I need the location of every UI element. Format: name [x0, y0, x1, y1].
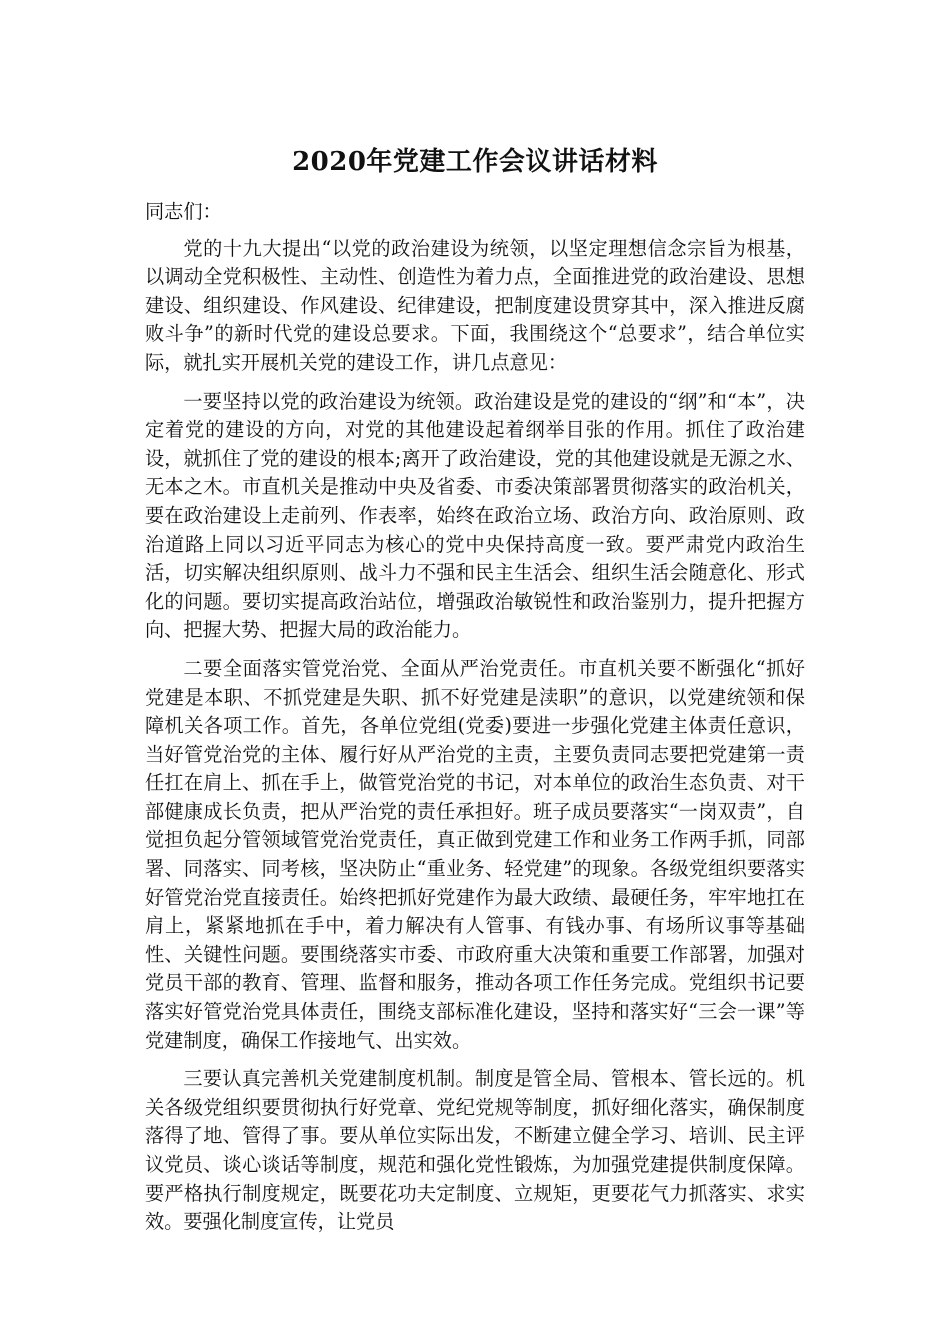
paragraph-intro: 党的十九大提出“以党的政治建设为统领，以坚定理想信念宗旨为根基，以调动全党积极性、主动性、创造性为着力点，全面推进党的政治建设、思想建设、组织建设、作风建设、纪律建设，把制度建设贯穿其中，深入推进反腐败斗争”的新时代党的建设总要求。下面，我围绕这个“总要求”，结合单位实际，就扎实开展机关党的建设工作，讲几点意见： — [145, 236, 805, 374]
paragraph-political-building: 一要坚持以党的政治建设为统领。政治建设是党的建设的“纲”和“本”，决定着党的建设的方向，对党的其他建设起着纲举目张的作用。抓住了政治建设，就抓住了党的建设的根本;离开了政治建设，党的其他建设就是无源之水、无本之木。市直机关是推动中央及省委、市委决策部署贯彻落实的政治机关，要在政治建设上走前列、作表率，始终在政治立场、政治方向、政治原则、政治道路上同以习近平同志为核心的党中央保持高度一致。要严肃党内政治生活，切实解决组织原则、战斗力不强和民主生活会、组织生活会随意化、形式化的问题。要切实提高政治站位，增强政治敏锐性和政治鉴别力，提升把握方向、把握大势、把握大局的政治能力。 — [145, 389, 805, 642]
paragraph-institutional-mechanism: 三要认真完善机关党建制度机制。制度是管全局、管根本、管长远的。机关各级党组织要贯彻执行好党章、党纪党规等制度，抓好细化落实，确保制度落得了地、管得了事。要从单位实际出发，不断建立健全学习、培训、民主评议党员、谈心谈话等制度，规范和强化党性锻炼，为加强党建提供制度保障。要严格执行制度规定，既要花功夫定制度、立规矩，更要花气力抓落实、求实效。要强化制度宣传，让党员 — [145, 1067, 805, 1234]
document-title: 2020年党建工作会议讲话材料 — [292, 147, 658, 177]
salutation: 同志们： — [145, 200, 222, 223]
paragraph-party-responsibility: 二要全面落实管党治党、全面从严治党责任。市直机关要不断强化“抓好党建是本职、不抓党建是失职、抓不好党建是渎职”的意识，以党建统领和保障机关各项工作。首先，各单位党组(党委)要进一步强化党建主体责任意识，当好管党治党的主体、履行好从严治党的主责，主要负责同志要把党建第一责任扛在肩上、抓在手上，做管党治党的书记，对本单位的政治生态负责、对干部健康成长负责，把从严治党的责任承担好。班子成员要落实“一岗双责”，自觉担负起分管领域管党治党责任，真正做到党建工作和业务工作两手抓，同部署、同落实、同考核，坚决防止“重业务、轻党建”的现象。各级党组织要落实好管党治党直接责任。始终把抓好党建作为最大政绩、最硬任务，牢牢地扛在肩上，紧紧地抓在手中，着力解决有人管事、有钱办事、有场所议事等基础性、关键性问题。要围绕落实市委、市政府重大决策和重要工作部署，加强对党员干部的教育、管理、监督和服务，推动各项工作任务完成。党组织书记要落实好管党治党具体责任，围绕支部标准化建设，坚持和落实好“三会一课”等党建制度，确保工作接地气、出实效。 — [145, 656, 805, 1052]
document-body — [145, 198, 805, 1237]
